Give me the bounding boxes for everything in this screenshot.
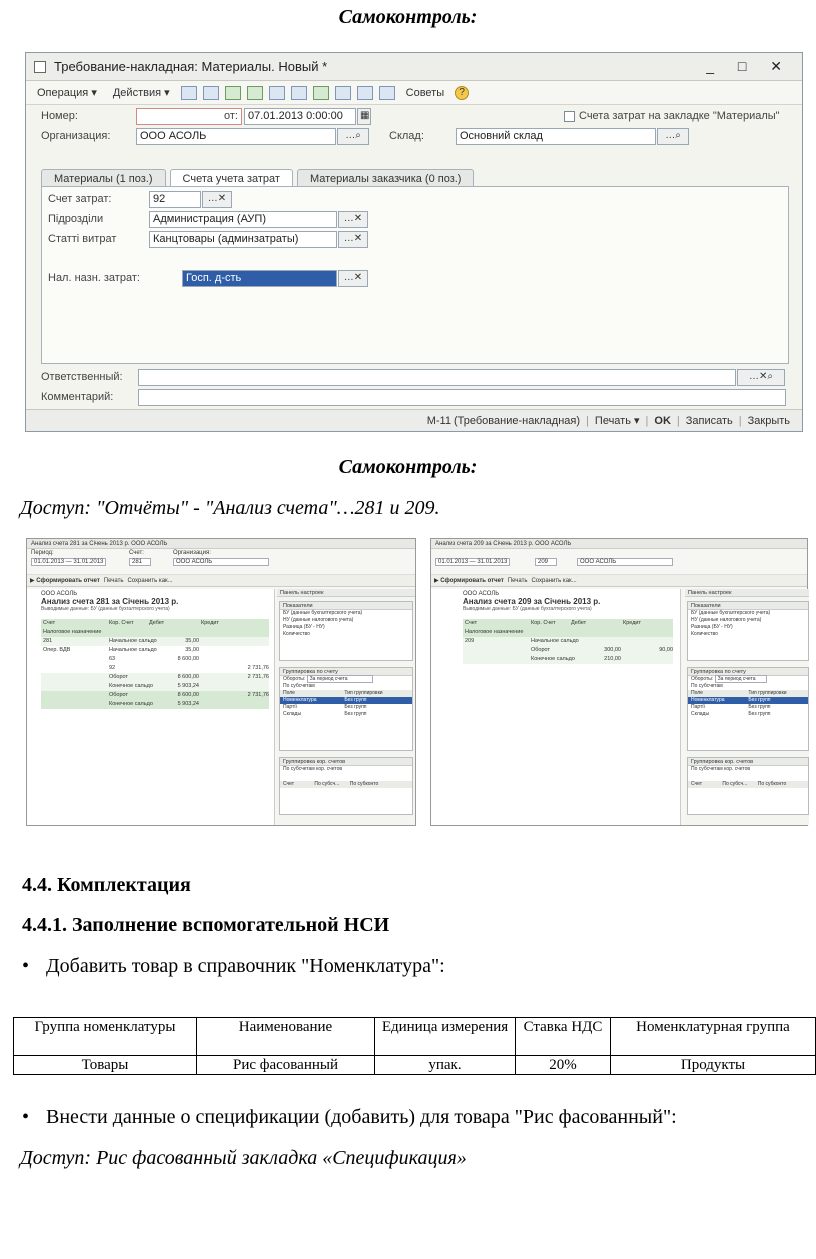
organization-field[interactable]: ООО АСОЛЬ bbox=[577, 558, 673, 566]
turnovers-label: Обороты: bbox=[691, 676, 714, 682]
section-4-4-heading: 4.4. Комплектация bbox=[22, 874, 191, 896]
report-209-toolbar bbox=[431, 575, 807, 587]
cell: 8 600,00 bbox=[177, 656, 199, 662]
self-control-heading-2: Самоконтроль: bbox=[338, 456, 478, 478]
bullet-specification bbox=[22, 1106, 677, 1129]
header-credit: Кредит bbox=[623, 620, 642, 626]
date-field[interactable]: 07.01.2013 0:00:00 bbox=[244, 108, 356, 125]
grouping-box bbox=[687, 667, 809, 751]
actions-menu-button[interactable]: Действия ▾ bbox=[112, 87, 170, 99]
cell bbox=[621, 637, 673, 646]
cell: Налоговое назначение bbox=[465, 629, 524, 635]
cell bbox=[621, 628, 673, 637]
corr-grouping-header: Группировка кор. счетов bbox=[688, 758, 808, 766]
report-281-body bbox=[27, 589, 275, 825]
cell: 92 bbox=[109, 665, 116, 671]
turnovers-row bbox=[280, 676, 412, 683]
period-field[interactable]: 01.01.2013 — 31.01.2013 bbox=[31, 558, 106, 566]
cell: 35,00 bbox=[185, 647, 199, 653]
cell bbox=[199, 682, 269, 691]
report-save-button[interactable]: Сохранить как... bbox=[531, 577, 577, 584]
cell-group: Товары bbox=[14, 1056, 197, 1075]
indicators-box bbox=[687, 601, 809, 661]
corr-columns bbox=[688, 781, 808, 788]
grouping-header: Группировка по счету bbox=[280, 668, 412, 676]
report-subtitle: Выводимые данные: БУ (данные бухгалтерского учета) bbox=[41, 606, 170, 612]
account-field[interactable]: 209 bbox=[535, 558, 557, 566]
cell bbox=[41, 655, 107, 664]
type-column-header: Тип группировки bbox=[344, 690, 383, 696]
list-item[interactable] bbox=[688, 704, 808, 711]
copy-icon[interactable] bbox=[203, 86, 219, 100]
report-209-screenshot bbox=[430, 538, 808, 826]
header-name: Наименование bbox=[197, 1018, 375, 1056]
settings-panel-header: Панель настроек bbox=[277, 589, 415, 597]
tab-materials[interactable]: Материалы (1 поз.) bbox=[41, 169, 166, 188]
report-209-title: Анализ счета 209 за Січень 2013 р. ООО АСОЛЬ bbox=[431, 539, 807, 549]
cell: Опер. ВДВ bbox=[43, 647, 71, 653]
field-name: Склады bbox=[691, 711, 710, 717]
statusbar-separator: | bbox=[586, 414, 589, 427]
header-nom-group: Номенклатурная группа bbox=[611, 1018, 816, 1056]
corr-col-subconto: По субконто bbox=[349, 781, 379, 787]
table-row bbox=[41, 664, 269, 673]
cost-accounts-checkbox-label: Счета затрат на закладке "Материалы" bbox=[579, 110, 780, 122]
header-vat: Ставка НДС bbox=[516, 1018, 611, 1056]
report-header-row bbox=[41, 619, 269, 628]
debit-credit-icon[interactable] bbox=[313, 86, 329, 100]
save-icon[interactable] bbox=[181, 86, 197, 100]
corr-col-subconto: По субконто bbox=[757, 781, 787, 787]
table-row bbox=[41, 655, 269, 664]
table-row bbox=[463, 628, 673, 637]
header-unit: Единица измерения bbox=[375, 1018, 516, 1056]
division-clear-button[interactable]: …✕ bbox=[338, 211, 368, 228]
field-type: Без групп bbox=[344, 711, 367, 717]
document-icon bbox=[34, 61, 46, 73]
cell: 63 bbox=[109, 656, 116, 662]
report-subtitle: Выводимые данные: БУ (данные бухгалтерского учета) bbox=[463, 606, 592, 612]
section-4-4-1-heading: 4.4.1. Заполнение вспомогательной НСИ bbox=[22, 914, 390, 936]
table-row bbox=[14, 1056, 816, 1075]
bullet-specification-text: Внести данные о спецификации (добавить) для товара "Рис фасованный": bbox=[46, 1106, 677, 1128]
by-subaccounts-checkbox[interactable]: По субсчетам bbox=[283, 683, 315, 689]
table-row bbox=[41, 700, 269, 709]
header-group: Группа номенклатуры bbox=[14, 1018, 197, 1056]
warehouse-select-button[interactable]: …⌕ bbox=[657, 128, 689, 145]
list-item[interactable] bbox=[280, 697, 412, 704]
cell: Начальное сальдо bbox=[109, 638, 157, 644]
bullet-icon: • bbox=[22, 955, 30, 977]
tab-customer-materials[interactable]: Материалы заказчика (0 поз.) bbox=[297, 169, 475, 188]
field-name: Партії bbox=[691, 704, 705, 710]
cell bbox=[41, 673, 107, 682]
report-org: ООО АСОЛЬ bbox=[463, 591, 500, 597]
corr-grouping-box bbox=[687, 757, 809, 815]
cell: Оборот bbox=[109, 674, 129, 680]
access-line: Доступ: "Отчёты" - "Анализ счета"…281 и 209. bbox=[20, 497, 440, 519]
close-button[interactable]: Закрыть bbox=[747, 414, 790, 427]
field-name: Партії bbox=[283, 704, 297, 710]
organization-field[interactable]: ООО АСОЛЬ bbox=[173, 558, 269, 566]
table-row bbox=[41, 646, 269, 655]
cell bbox=[569, 628, 621, 637]
turnovers-select[interactable]: За период счета bbox=[715, 675, 767, 683]
cell bbox=[107, 628, 147, 637]
report-281-title: Анализ счета 281 за Січень 2013 р. ООО АСОЛЬ bbox=[27, 539, 415, 549]
corr-col-account: Счет bbox=[283, 781, 295, 787]
indicator-nu[interactable]: НУ (данные налогового учета) bbox=[691, 617, 762, 623]
cell bbox=[199, 700, 269, 709]
cell bbox=[621, 655, 673, 664]
ok-button[interactable]: OK bbox=[654, 414, 671, 427]
cell: Конечное сальдо bbox=[109, 701, 153, 707]
type-column-header: Тип группировки bbox=[748, 690, 787, 696]
indicators-box bbox=[279, 601, 413, 661]
field-type: Без групп bbox=[748, 697, 771, 703]
indicators-header: Показатели bbox=[280, 602, 412, 610]
list-item[interactable] bbox=[280, 711, 412, 718]
corr-grouping-header: Группировка кор. счетов bbox=[280, 758, 412, 766]
report-org: ООО АСОЛЬ bbox=[41, 591, 78, 597]
calendar-icon[interactable]: ▦ bbox=[357, 108, 371, 125]
window-toolbar bbox=[26, 81, 802, 105]
operation-menu-button[interactable]: Операция ▾ bbox=[37, 87, 97, 99]
statusbar-separator: | bbox=[738, 414, 742, 427]
field-name: Склады bbox=[283, 711, 302, 717]
cost-account-field[interactable]: 92 bbox=[149, 191, 201, 208]
account-field[interactable]: 281 bbox=[129, 558, 151, 566]
report-title: Анализ счета 209 за Січень 2013 р. bbox=[463, 597, 601, 606]
cost-account-label: Счет затрат: bbox=[48, 193, 112, 205]
form-m11-button[interactable]: М-11 (Требование-накладная) bbox=[426, 414, 581, 427]
division-field[interactable]: Администрация (АУП) bbox=[149, 211, 337, 228]
indicator-nu[interactable]: НУ (данные налогового учета) bbox=[283, 617, 354, 623]
list-item[interactable] bbox=[688, 697, 808, 704]
cell: 8 600,00 bbox=[177, 692, 199, 698]
indicator-bu[interactable]: БУ (данные бухгалтерского учета) bbox=[691, 610, 771, 616]
turnovers-label: Обороты: bbox=[283, 676, 306, 682]
cell bbox=[199, 655, 269, 664]
cost-account-clear-button[interactable]: …✕ bbox=[202, 191, 232, 208]
period-field[interactable]: 01.01.2013 — 31.01.2013 bbox=[435, 558, 510, 566]
cell bbox=[529, 628, 569, 637]
table-header-row bbox=[14, 1018, 816, 1056]
corr-subaccounts-checkbox[interactable]: По субсчетам кор. счетов bbox=[283, 766, 343, 772]
date-label: от: bbox=[224, 110, 238, 122]
window-controls[interactable]: _ □ ✕ bbox=[706, 58, 792, 74]
window-title: Требование-накладная: Материалы. Новый * bbox=[54, 59, 328, 74]
save-button[interactable]: Записать bbox=[685, 414, 733, 427]
tax-purpose-clear-button[interactable]: …✕ bbox=[338, 270, 368, 287]
cell bbox=[199, 646, 269, 655]
header-account: Счет bbox=[465, 620, 478, 626]
indicator-diff[interactable]: Разница (БУ - НУ) bbox=[283, 624, 325, 630]
cell bbox=[147, 628, 199, 637]
cell: Налоговое назначение bbox=[43, 629, 102, 635]
cell-vat: 20% bbox=[516, 1056, 611, 1075]
field-column-header: Поле bbox=[691, 690, 703, 696]
turnovers-select[interactable]: За период счета bbox=[307, 675, 373, 683]
generate-report-button[interactable]: ▶ Сформировать отчет bbox=[434, 578, 504, 584]
field-type: Без групп bbox=[748, 711, 771, 717]
indicator-qty[interactable]: Количество bbox=[283, 631, 310, 637]
tt-icon[interactable] bbox=[357, 86, 373, 100]
indicator-diff[interactable]: Разница (БУ - НУ) bbox=[691, 624, 733, 630]
grouping-columns bbox=[688, 690, 808, 697]
cell: Оборот bbox=[531, 647, 551, 653]
post-icon[interactable] bbox=[247, 86, 263, 100]
bullet-add-item bbox=[22, 955, 445, 978]
warehouse-field[interactable]: Основний склад bbox=[456, 128, 656, 145]
requisition-window bbox=[25, 52, 803, 432]
cost-accounts-checkbox[interactable] bbox=[564, 111, 575, 122]
responsible-select-button[interactable]: …✕⌕ bbox=[737, 369, 785, 386]
cost-items-field[interactable]: Канцтовары (админзатраты) bbox=[149, 231, 337, 248]
cell-unit: упак. bbox=[375, 1056, 516, 1075]
cell: 209 bbox=[465, 638, 475, 644]
header-credit: Кредит bbox=[201, 620, 220, 626]
cell: 300,00 bbox=[604, 647, 621, 653]
help-icon[interactable]: ? bbox=[455, 86, 469, 100]
nomenclature-table bbox=[13, 1017, 816, 1075]
report-281-settings-panel bbox=[277, 589, 415, 825]
responsible-field[interactable] bbox=[138, 369, 736, 386]
cell: Оборот bbox=[109, 692, 129, 698]
field-type: Без групп bbox=[344, 697, 367, 703]
corr-col-account: Счет bbox=[691, 781, 703, 787]
grouping-columns bbox=[280, 690, 412, 697]
report-281-toolbar bbox=[27, 575, 415, 587]
window-titlebar bbox=[26, 53, 802, 81]
cell: Начальное сальдо bbox=[531, 638, 579, 644]
grouping-header: Группировка по счету bbox=[688, 668, 808, 676]
organization-label: Организация: bbox=[41, 130, 111, 142]
access-line-2: Доступ: Рис фасованный закладка «Спецификация» bbox=[20, 1147, 467, 1169]
comment-field[interactable] bbox=[138, 389, 786, 406]
report-209-settings-panel bbox=[685, 589, 809, 825]
organization-select-button[interactable]: …⌕ bbox=[337, 128, 369, 145]
header-corr-account: Кор. Счет bbox=[531, 620, 556, 626]
table-row bbox=[41, 628, 269, 637]
structure-icon[interactable] bbox=[291, 86, 307, 100]
table-row bbox=[41, 637, 269, 646]
cell: 5 903,24 bbox=[177, 701, 199, 707]
cell-name: Рис фасованный bbox=[197, 1056, 375, 1075]
field-type: Без групп bbox=[748, 704, 771, 710]
indicator-qty[interactable]: Количество bbox=[691, 631, 718, 637]
refresh-icon[interactable] bbox=[225, 86, 241, 100]
list-item[interactable] bbox=[280, 704, 412, 711]
report-print-button[interactable]: Печать bbox=[103, 577, 124, 584]
cell-nom-group: Продукты bbox=[611, 1056, 816, 1075]
period-label: Период: bbox=[31, 550, 54, 556]
corr-grouping-box bbox=[279, 757, 413, 815]
advice-button[interactable]: Советы bbox=[405, 86, 445, 99]
cell: 90,00 bbox=[659, 647, 673, 653]
cell bbox=[147, 664, 199, 673]
cost-items-label: Статті витрат bbox=[48, 233, 117, 245]
warehouse-label: Склад: bbox=[389, 130, 424, 142]
responsible-label: Ответственный: bbox=[41, 371, 123, 383]
cell: 2 731,76 bbox=[247, 665, 269, 671]
field-column-header: Поле bbox=[283, 690, 295, 696]
report-281-grid bbox=[41, 619, 269, 709]
cell: Конечное сальдо bbox=[531, 656, 575, 662]
report-save-button[interactable]: Сохранить как... bbox=[127, 577, 173, 584]
list-item[interactable] bbox=[688, 711, 808, 718]
cell: 210,00 bbox=[604, 656, 621, 662]
print-icon[interactable] bbox=[269, 86, 285, 100]
cell bbox=[569, 637, 621, 646]
statusbar-separator: | bbox=[645, 414, 649, 427]
corr-columns bbox=[280, 781, 412, 788]
corr-col-subaccount: По субсч... bbox=[722, 781, 748, 787]
cell: 5 903,24 bbox=[177, 683, 199, 689]
list-icon[interactable] bbox=[379, 86, 395, 100]
cell: 8 600,00 bbox=[177, 674, 199, 680]
print-button[interactable]: Печать ▾ bbox=[594, 415, 640, 427]
indicators-header: Показатели bbox=[688, 602, 808, 610]
tax-purpose-field[interactable]: Госп. д-сть bbox=[182, 270, 337, 287]
cell bbox=[199, 628, 269, 637]
report-header-row bbox=[463, 619, 673, 628]
table-row bbox=[41, 682, 269, 691]
organization-field[interactable]: ООО АСОЛЬ bbox=[136, 128, 336, 145]
cell: Начальное сальдо bbox=[109, 647, 157, 653]
cell: 35,00 bbox=[185, 638, 199, 644]
cell bbox=[41, 664, 107, 673]
tax-purpose-label: Нал. назн. затрат: bbox=[48, 272, 140, 284]
header-debit: Дебет bbox=[149, 620, 165, 626]
cell: Конечное сальдо bbox=[109, 683, 153, 689]
table-row bbox=[41, 673, 269, 682]
cell bbox=[41, 691, 107, 700]
field-name: Номенклатура bbox=[283, 697, 317, 703]
cell bbox=[463, 655, 529, 664]
table-row bbox=[463, 655, 673, 664]
by-subaccounts-checkbox[interactable]: По субсчетам bbox=[691, 683, 723, 689]
journal-icon[interactable] bbox=[335, 86, 351, 100]
report-title: Анализ счета 281 за Січень 2013 р. bbox=[41, 597, 179, 606]
bullet-icon: • bbox=[22, 1106, 30, 1128]
report-209-body bbox=[431, 589, 681, 825]
turnovers-row bbox=[688, 676, 808, 683]
generate-report-button[interactable]: ▶ Сформировать отчет bbox=[30, 578, 100, 584]
corr-col-subaccount: По субсч... bbox=[314, 781, 340, 787]
cell bbox=[41, 700, 107, 709]
window-statusbar bbox=[26, 409, 802, 431]
cost-items-clear-button[interactable]: …✕ bbox=[338, 231, 368, 248]
account-label: Счет: bbox=[129, 550, 144, 556]
header-account: Счет bbox=[43, 620, 56, 626]
comment-label: Комментарий: bbox=[41, 391, 114, 403]
cell bbox=[41, 682, 107, 691]
cell: 2 731,76 bbox=[247, 674, 269, 680]
cell: 2 731,76 bbox=[247, 692, 269, 698]
corr-subaccounts-checkbox[interactable]: По субсчетам кор. счетов bbox=[691, 766, 751, 772]
statusbar-separator: | bbox=[676, 414, 680, 427]
field-type: Без групп bbox=[344, 704, 367, 710]
header-corr-account: Кор. Счет bbox=[109, 620, 134, 626]
cell bbox=[463, 646, 529, 655]
table-row bbox=[463, 646, 673, 655]
grouping-box bbox=[279, 667, 413, 751]
report-209-params bbox=[431, 549, 807, 575]
self-control-heading-1: Самоконтроль: bbox=[338, 6, 478, 28]
settings-panel-header: Панель настроек bbox=[685, 589, 809, 597]
organization-label: Организация: bbox=[173, 550, 211, 556]
field-name: Номенклатура bbox=[691, 697, 725, 703]
table-row bbox=[463, 637, 673, 646]
report-281-screenshot bbox=[26, 538, 416, 826]
bullet-add-item-text: Добавить товар в справочник "Номенклатура": bbox=[46, 955, 445, 977]
table-row bbox=[41, 691, 269, 700]
number-label: Номер: bbox=[41, 110, 78, 122]
division-label: Підрозділи bbox=[48, 213, 104, 225]
header-debit: Дебет bbox=[571, 620, 587, 626]
report-print-button[interactable]: Печать bbox=[507, 577, 528, 584]
report-281-params bbox=[27, 549, 415, 575]
cost-accounts-panel bbox=[41, 186, 789, 364]
indicator-bu[interactable]: БУ (данные бухгалтерского учета) bbox=[283, 610, 363, 616]
tab-cost-accounts[interactable]: Счета учета затрат bbox=[170, 169, 293, 188]
report-209-grid bbox=[463, 619, 673, 664]
cell: 281 bbox=[43, 638, 53, 644]
cell bbox=[199, 637, 269, 646]
